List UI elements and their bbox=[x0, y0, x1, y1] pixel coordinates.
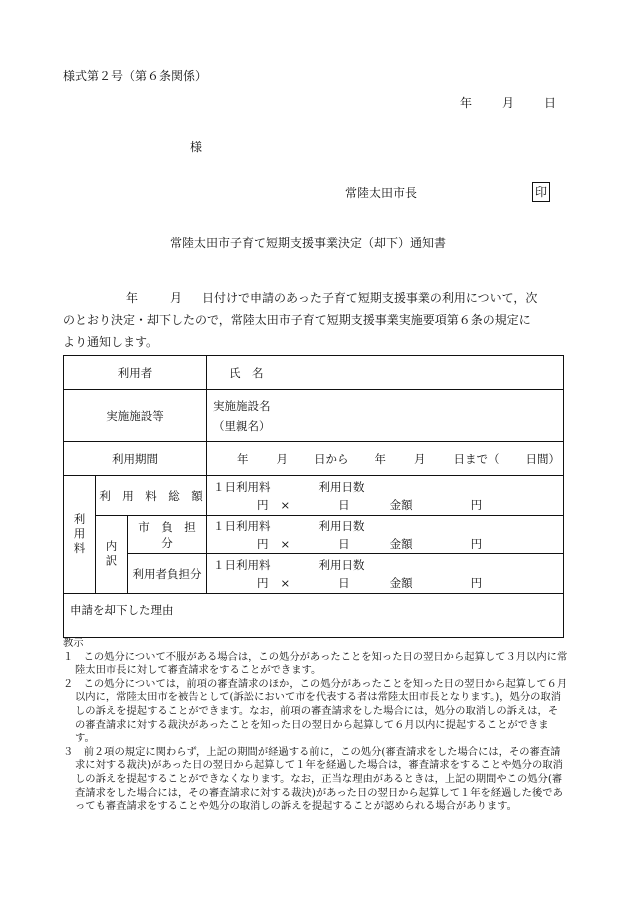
amount-yen-label: 円 bbox=[470, 536, 483, 551]
instructions-heading: 教示 bbox=[63, 637, 84, 649]
day-unit-label: 日 bbox=[338, 497, 350, 512]
foster-parent-label: （里親名） bbox=[213, 418, 271, 433]
city-share-label: 市 負 担 分 bbox=[128, 516, 207, 554]
days-label: 利用日数 bbox=[318, 557, 365, 572]
user-share-label: 利用者負担分 bbox=[128, 554, 207, 594]
facility-name-label: 実施施設名 bbox=[213, 398, 271, 413]
date-day: 日 bbox=[544, 96, 557, 110]
facility-label: 実施施設等 bbox=[64, 390, 207, 442]
body-month: 月 bbox=[170, 291, 183, 305]
user-label: 利用者 bbox=[64, 356, 207, 390]
row-fee-city bbox=[64, 516, 564, 554]
user-name-label: 氏 名 bbox=[207, 356, 564, 390]
body-line-3: より通知します。 bbox=[63, 335, 159, 349]
body-year: 年 bbox=[126, 291, 139, 305]
period-month-1: 月 bbox=[276, 451, 289, 466]
instruction-item-3: ３ 前２項の規定に関わらず，上記の期間が経過する前に，この処分(審査請求をした場合には，その審査請求に対する裁決)があった日の翌日から起算して１年を経過した場合は，審査請求をすることや処分の取消しの訴えを提起することができなくなります。なお，正当な理由があるときは，上記の期間やこの処分(審査請求をした場合には，その審査請求に対する裁決)があった日の翌日から起算して１年を経過した後であっても審査請求をすることや処分の取消しの訴えを提起することが認められる場合があります。 bbox=[63, 745, 563, 813]
breakdown-label: 内訳 bbox=[104, 540, 119, 569]
row-facility bbox=[64, 390, 564, 442]
instruction-item-2: ２ この処分については，前項の審査請求のほか，この処分があったことを知った日の翌日から起算して６月以内に，常陸太田市を被告として(訴訟において市を代表する者は常陸太田市長となります。)，処分の取消しの訴えを提起することができます。なお，前項の審査請求をした場合には，処分の取消しの訴えは，その審査請求に対する裁決があったことを知った日の翌日から起算して６月以内に提起することができます。 bbox=[63, 677, 568, 745]
addressee-suffix: 様 bbox=[190, 140, 203, 154]
seal-mark: 印 bbox=[532, 182, 550, 202]
times-label: × bbox=[280, 575, 291, 590]
yen-label: 円 bbox=[257, 497, 269, 512]
fee-label: 利用料 bbox=[72, 512, 87, 557]
application-table bbox=[63, 355, 564, 638]
body-line-2: のとおり決定・却下したので，常陸太田市子育て短期支援事業実施要項第６条の規定に bbox=[63, 313, 531, 327]
times-label: × bbox=[280, 497, 291, 512]
days-label: 利用日数 bbox=[318, 518, 365, 533]
row-rejection bbox=[64, 594, 564, 638]
period-days: 日間） bbox=[525, 451, 561, 466]
user-fee-cell bbox=[207, 554, 564, 594]
date-month: 月 bbox=[502, 96, 515, 110]
amount-yen-label: 円 bbox=[470, 497, 483, 512]
facility-cell bbox=[207, 390, 564, 442]
breakdown-label-cell bbox=[96, 516, 128, 594]
fee-label-cell bbox=[64, 476, 96, 594]
period-cell bbox=[207, 442, 564, 476]
day-unit-label: 日 bbox=[338, 575, 350, 590]
amount-label: 金額 bbox=[389, 497, 413, 512]
document-title: 常陸太田市子育て短期支援事業決定（却下）通知書 bbox=[170, 236, 447, 250]
row-fee-total bbox=[64, 476, 564, 516]
yen-label: 円 bbox=[257, 575, 269, 590]
row-fee-user bbox=[64, 554, 564, 594]
rejection-reason-label: 申請を却下した理由 bbox=[70, 603, 174, 617]
amount-label: 金額 bbox=[389, 575, 413, 590]
period-label: 利用期間 bbox=[64, 442, 207, 476]
times-label: × bbox=[280, 536, 291, 551]
rejection-reason-cell bbox=[64, 594, 564, 638]
amount-yen-label: 円 bbox=[470, 575, 483, 590]
date-line bbox=[460, 94, 556, 111]
period-year-2: 年 bbox=[374, 451, 387, 466]
daily-fee-label: １日利用料 bbox=[213, 518, 271, 533]
form-number: 様式第２号（第６条関係） bbox=[63, 69, 208, 83]
body-line1-rest: 日付けで申請のあった子育て短期支援事業の利用について，次 bbox=[202, 291, 538, 305]
days-label: 利用日数 bbox=[318, 479, 365, 494]
instructions-section bbox=[63, 637, 568, 814]
daily-fee-label: １日利用料 bbox=[213, 479, 271, 494]
total-fee-cell bbox=[207, 476, 564, 516]
period-day-to: 日まで（ bbox=[453, 451, 500, 466]
row-user bbox=[64, 356, 564, 390]
period-day-from: 日から bbox=[314, 451, 349, 466]
day-unit-label: 日 bbox=[338, 536, 350, 551]
instruction-item-1: １ この処分について不服がある場合は，この処分があったことを知った日の翌日から起算して３月以内に常陸太田市長に対して審査請求をすることができます。 bbox=[63, 650, 568, 677]
yen-label: 円 bbox=[257, 536, 269, 551]
issuer-name: 常陸太田市長 bbox=[345, 186, 418, 200]
period-year-1: 年 bbox=[237, 451, 249, 466]
period-month-2: 月 bbox=[414, 451, 426, 466]
daily-fee-label: １日利用料 bbox=[213, 557, 271, 572]
body-line-1 bbox=[126, 289, 537, 306]
row-period bbox=[64, 442, 564, 476]
date-year: 年 bbox=[460, 96, 473, 110]
city-fee-cell bbox=[207, 516, 564, 554]
amount-label: 金額 bbox=[389, 536, 413, 551]
total-label: 利 用 料 総 額 bbox=[96, 476, 207, 516]
